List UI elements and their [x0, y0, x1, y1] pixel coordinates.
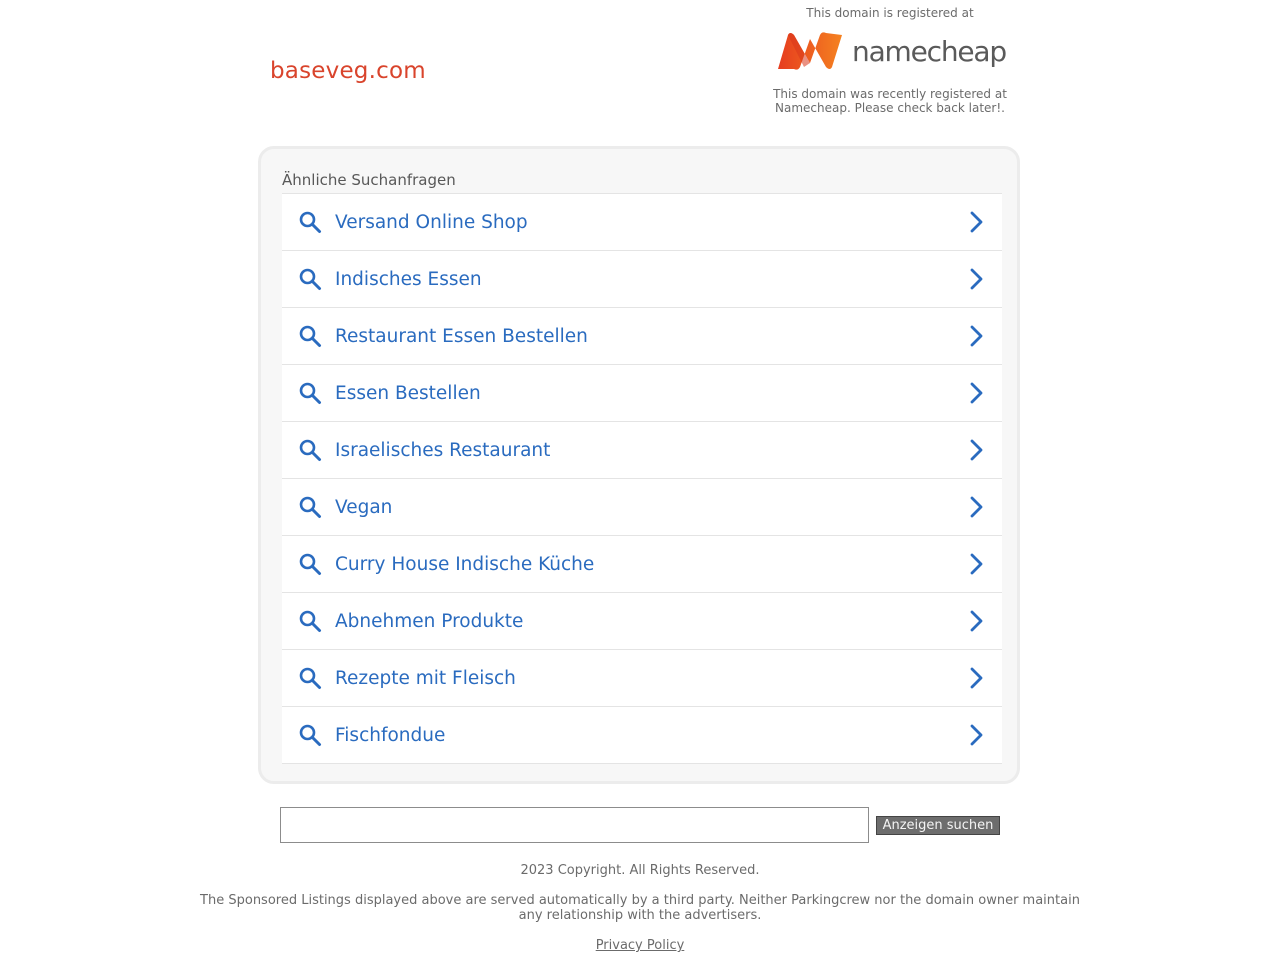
chevron-right-icon — [966, 552, 986, 576]
disclaimer-text: The Sponsored Listings displayed above are served automatically by a third party. Neither Parkingcrew nor the domain owner maintain any relationship with the advertisers. — [200, 893, 1080, 923]
related-searches-panel — [258, 146, 1020, 784]
search-icon — [298, 438, 322, 462]
related-searches-list — [282, 193, 1002, 764]
chevron-right-icon — [966, 210, 986, 234]
related-search-label: Rezepte mit Fleisch — [335, 667, 516, 689]
namecheap-logo[interactable] — [760, 30, 1020, 72]
related-search-label: Indisches Essen — [335, 268, 482, 290]
chevron-right-icon — [966, 666, 986, 690]
related-search-label: Vegan — [335, 496, 393, 518]
search-icon — [298, 381, 322, 405]
chevron-right-icon — [966, 609, 986, 633]
search-icon — [298, 723, 322, 747]
related-search-label: Israelisches Restaurant — [335, 439, 551, 461]
related-search-label: Curry House Indische Küche — [335, 553, 595, 575]
related-search-link[interactable] — [282, 707, 1002, 764]
search-ads-button[interactable]: Anzeigen suchen — [876, 816, 1000, 835]
related-search-label: Abnehmen Produkte — [335, 610, 524, 632]
search-icon — [298, 210, 322, 234]
chevron-right-icon — [966, 267, 986, 291]
search-icon — [298, 552, 322, 576]
privacy-policy-wrapper — [0, 938, 1280, 953]
related-search-link[interactable] — [282, 365, 1002, 422]
chevron-right-icon — [966, 495, 986, 519]
search-icon — [298, 267, 322, 291]
namecheap-logo-text: namecheap — [852, 34, 1006, 68]
related-search-label: Fischfondue — [335, 724, 446, 746]
search-icon — [298, 609, 322, 633]
related-search-link[interactable] — [282, 308, 1002, 365]
related-search-link[interactable] — [282, 422, 1002, 479]
chevron-right-icon — [966, 324, 986, 348]
related-searches-title: Ähnliche Suchanfragen — [282, 171, 456, 189]
related-search-link[interactable] — [282, 194, 1002, 251]
related-search-link[interactable] — [282, 593, 1002, 650]
chevron-right-icon — [966, 438, 986, 462]
domain-name: baseveg.com — [270, 58, 426, 84]
chevron-right-icon — [966, 723, 986, 747]
related-search-label: Restaurant Essen Bestellen — [335, 325, 588, 347]
related-search-link[interactable] — [282, 650, 1002, 707]
privacy-policy-link[interactable]: Privacy Policy — [595, 938, 685, 953]
related-search-label: Essen Bestellen — [335, 382, 481, 404]
registrar-box — [760, 0, 1020, 115]
search-icon — [298, 666, 322, 690]
registrar-intro-text: This domain is registered at — [806, 6, 974, 20]
copyright-text: 2023 Copyright. All Rights Reserved. — [520, 863, 760, 878]
related-search-link[interactable] — [282, 536, 1002, 593]
related-search-link[interactable] — [282, 251, 1002, 308]
namecheap-logo-icon — [774, 31, 846, 71]
related-search-label: Versand Online Shop — [335, 211, 528, 233]
chevron-right-icon — [966, 381, 986, 405]
search-icon — [298, 324, 322, 348]
registrar-message: This domain was recently registered at Namecheap. Please check back later!. — [773, 87, 1007, 115]
search-input[interactable] — [280, 807, 869, 843]
search-icon — [298, 495, 322, 519]
related-search-link[interactable] — [282, 479, 1002, 536]
